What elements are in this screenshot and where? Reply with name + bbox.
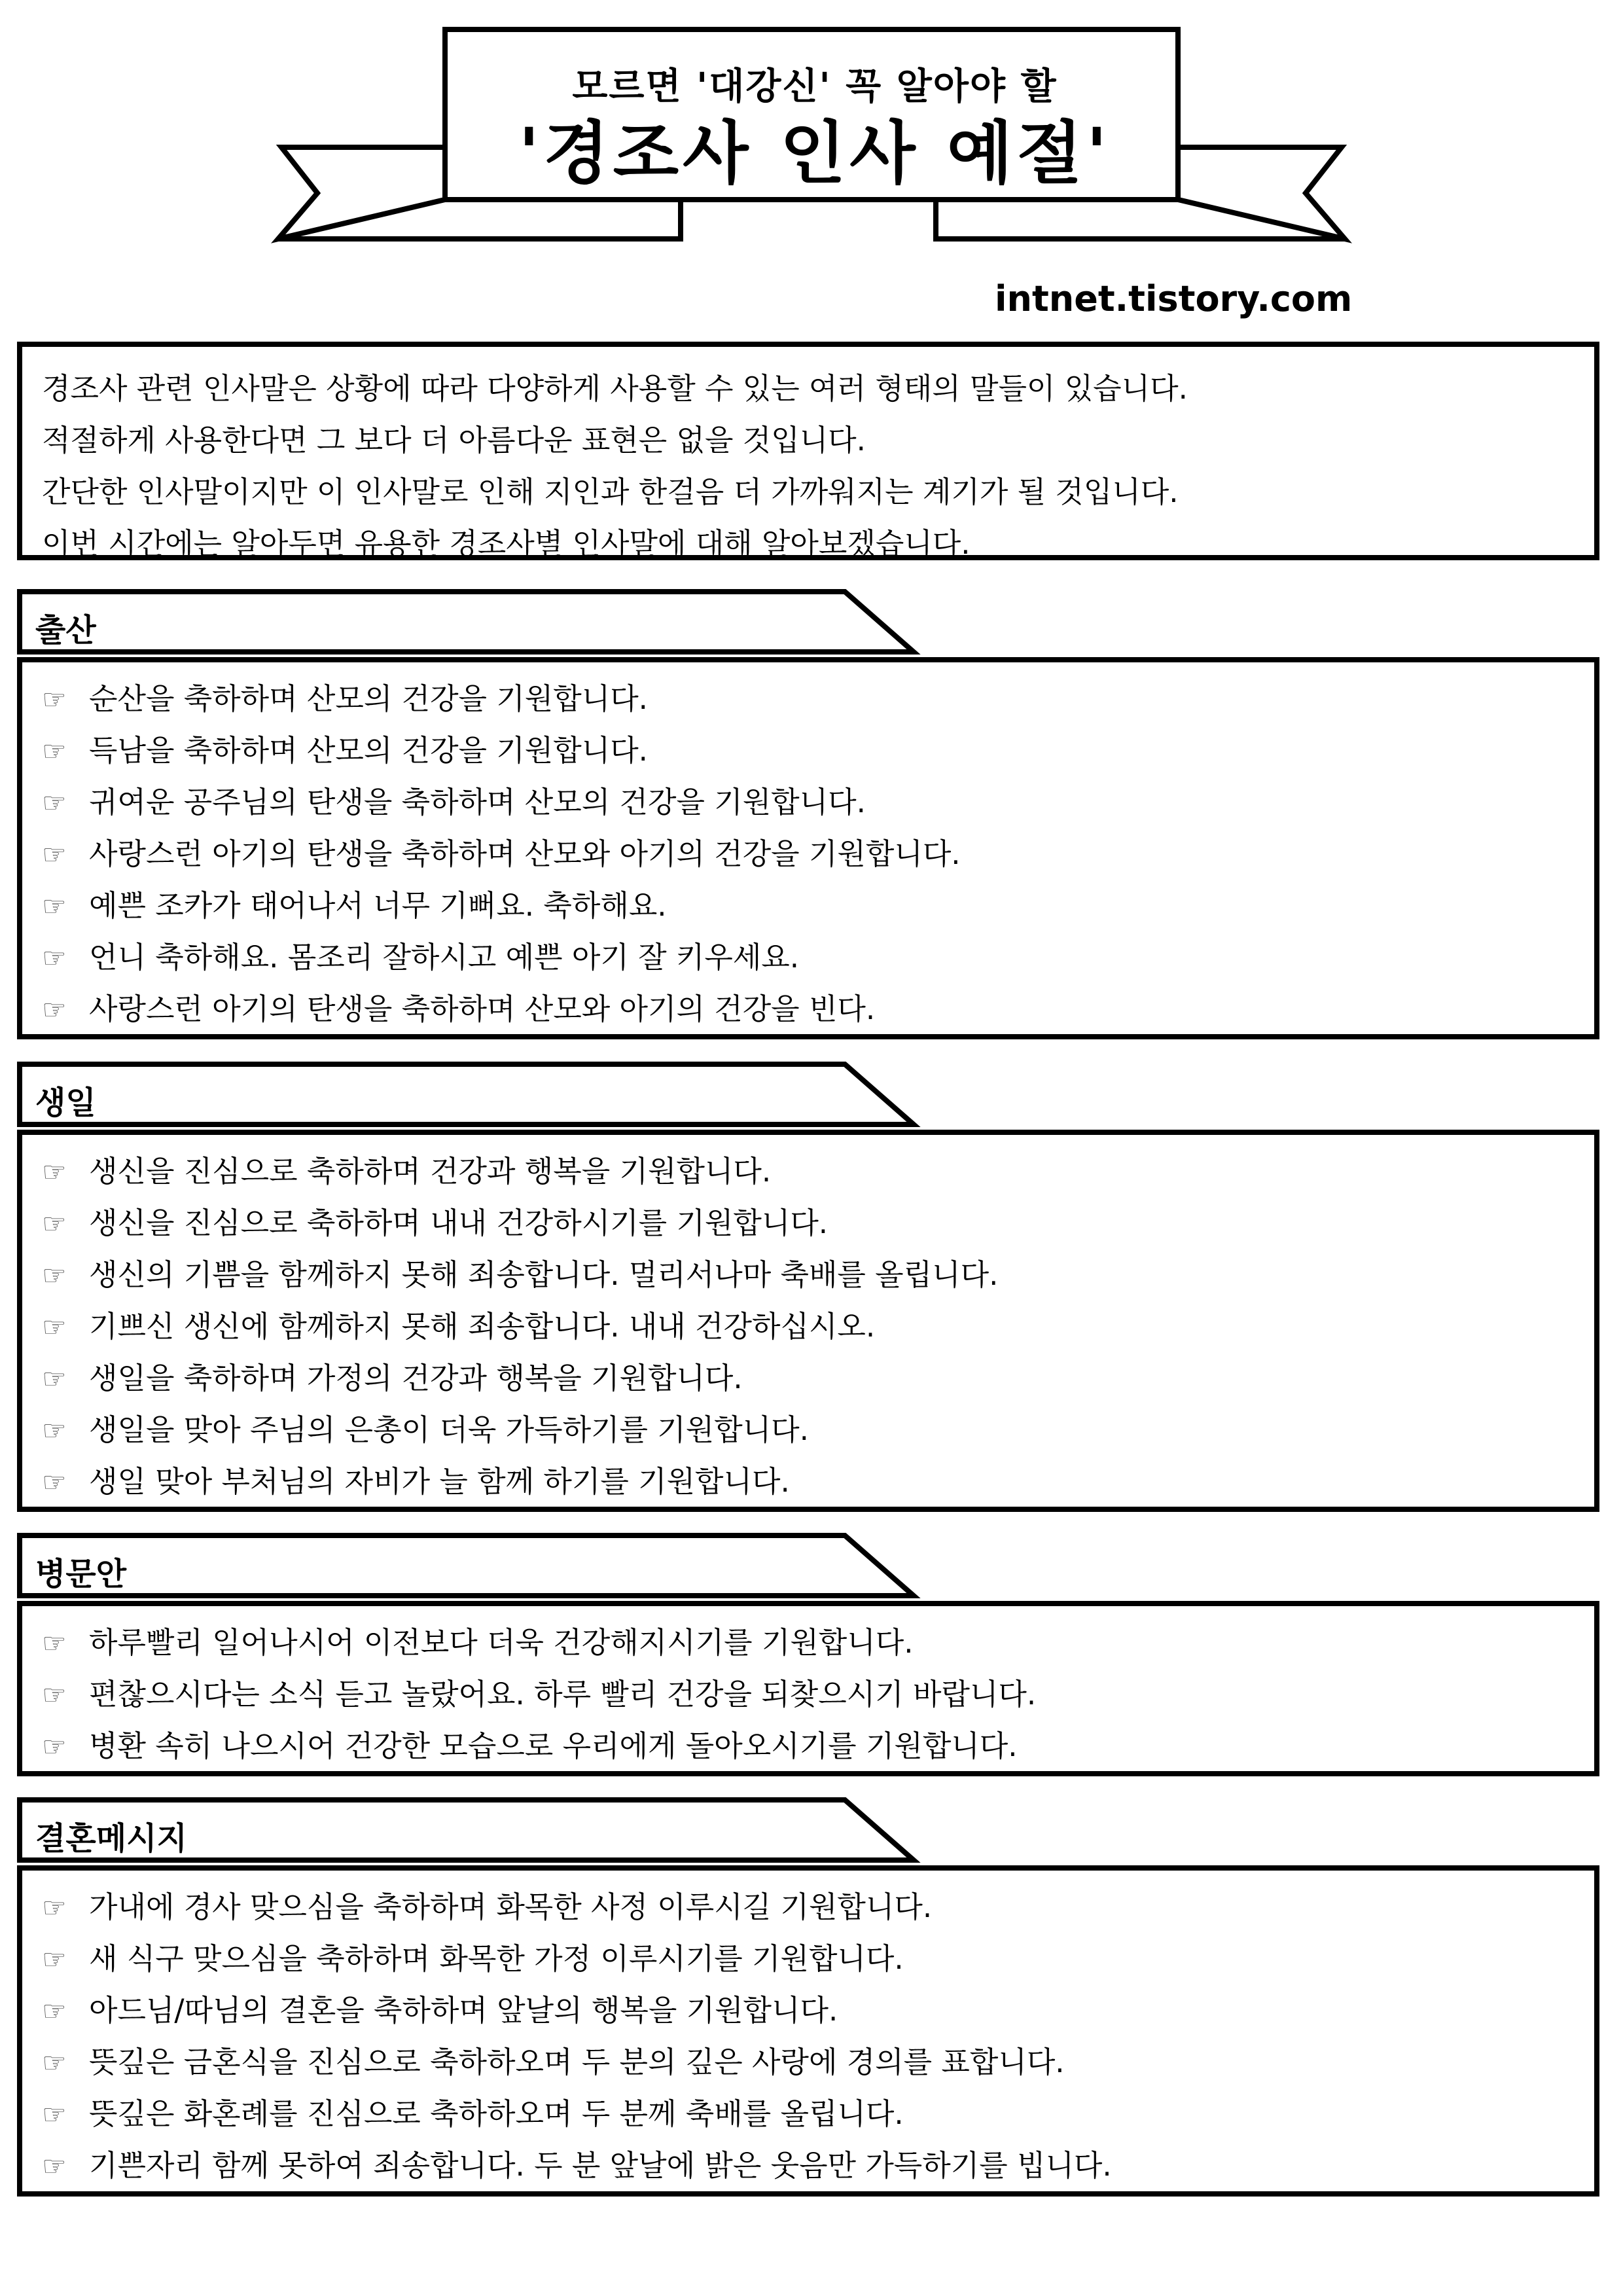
list-item-text: 하루빨리 일어나시어 이전보다 더욱 건강해지시기를 기원합니다. xyxy=(89,1625,914,1660)
section-box-wedding xyxy=(17,1865,1599,2197)
list-item-text: 언니 축하해요. 몸조리 잘하시고 예쁜 아기 잘 키우세요. xyxy=(89,940,800,975)
pointing-hand-icon: ☞ xyxy=(42,735,67,767)
section-box-birth xyxy=(17,657,1599,1039)
pointing-hand-icon: ☞ xyxy=(42,1414,67,1446)
section-tab-wedding xyxy=(17,1797,933,1869)
intro-line: 간단한 인사말이지만 이 인사말로 인해 지인과 한걸음 더 가까워지는 계기가 될 것입니다. xyxy=(42,475,1179,509)
list-item xyxy=(42,1145,1594,1197)
section-tab-hospital-visit xyxy=(17,1533,933,1605)
list-item xyxy=(42,1668,1594,1720)
list-item xyxy=(42,1197,1594,1249)
section-tab-shape xyxy=(17,1533,933,1605)
list-item xyxy=(42,1881,1594,1933)
list-item xyxy=(42,1352,1594,1404)
list-item xyxy=(42,1933,1594,1984)
pointing-hand-icon: ☞ xyxy=(42,683,67,715)
pointing-hand-icon: ☞ xyxy=(42,942,67,974)
list-item-text: 새 식구 맞으심을 축하하며 화목한 가정 이루시기를 기원합니다. xyxy=(89,1941,904,1976)
list-item-text: 뜻깊은 금혼식을 진심으로 축하하오며 두 분의 깊은 사랑에 경의를 표합니다. xyxy=(89,2045,1065,2079)
list-item xyxy=(42,1249,1594,1300)
pointing-hand-icon: ☞ xyxy=(42,2047,67,2079)
list-item xyxy=(42,1720,1594,1772)
list-item xyxy=(42,931,1594,983)
section-tab-birth xyxy=(17,589,933,661)
list-item-text: 득남을 축하하며 산모의 건강을 기원합니다. xyxy=(89,733,648,768)
site-url: intnet.tistory.com xyxy=(995,278,1353,319)
list-item xyxy=(42,673,1594,725)
list-item xyxy=(42,1984,1594,2036)
pointing-hand-icon: ☞ xyxy=(42,1311,67,1343)
list-item-text: 귀여운 공주님의 탄생을 축하하며 산모의 건강을 기원합니다. xyxy=(89,785,866,819)
pointing-hand-icon: ☞ xyxy=(42,838,67,870)
section-title: 출산 xyxy=(35,612,96,649)
list-item-text: 생신을 진심으로 축하하며 건강과 행복을 기원합니다. xyxy=(89,1154,772,1189)
list-item-text: 가내에 경사 맞으심을 축하하며 화목한 사정 이루시길 기원합니다. xyxy=(89,1890,933,1924)
banner-title: '경조사 인사 예절' xyxy=(518,113,1111,193)
list-item xyxy=(42,2088,1594,2140)
list-item xyxy=(42,1300,1594,1352)
list-item-text: 순산을 축하하며 산모의 건강을 기원합니다. xyxy=(89,681,648,716)
list-item-text: 기쁜자리 함께 못하여 죄송합니다. 두 분 앞날에 밝은 웃음만 가득하기를 빕니다. xyxy=(89,2148,1112,2183)
list-item xyxy=(42,776,1594,828)
section-title: 결혼메시지 xyxy=(35,1820,187,1857)
list-item-text: 아드님/따님의 결혼을 축하하며 앞날의 행복을 기원합니다. xyxy=(89,1993,838,2028)
list-item xyxy=(42,1456,1594,1507)
section-tab-shape xyxy=(17,1062,933,1134)
pointing-hand-icon: ☞ xyxy=(42,1156,67,1188)
list-item-text: 사랑스런 아기의 탄생을 축하하며 산모와 아기의 건강을 빈다. xyxy=(89,992,876,1026)
section-box-birthday xyxy=(17,1130,1599,1512)
list-item xyxy=(42,2140,1594,2191)
section-title: 병문안 xyxy=(35,1556,127,1592)
list-item-text: 병환 속히 나으시어 건강한 모습으로 우리에게 돌아오시기를 기원합니다. xyxy=(89,1729,1018,1763)
intro-line: 경조사 관련 인사말은 상황에 따라 다양하게 사용할 수 있는 여러 형태의 말들이 있습니다. xyxy=(42,371,1188,406)
section-tab-shape xyxy=(17,589,933,661)
pointing-hand-icon: ☞ xyxy=(42,1466,67,1498)
list-item xyxy=(42,2036,1594,2088)
list-item xyxy=(42,880,1594,931)
pointing-hand-icon: ☞ xyxy=(42,1259,67,1291)
section-title: 생일 xyxy=(35,1085,96,1121)
intro-line: 이번 시간에는 알아두면 유용한 경조사별 인사말에 대해 알아보겠습니다. xyxy=(42,526,971,561)
pointing-hand-icon: ☞ xyxy=(42,1995,67,2027)
list-item-text: 기쁘신 생신에 함께하지 못해 죄송합니다. 내내 건강하십시오. xyxy=(89,1309,876,1344)
pointing-hand-icon: ☞ xyxy=(42,1679,67,1711)
list-item-text: 생일 맞아 부처님의 자비가 늘 함께 하기를 기원합니다. xyxy=(89,1464,790,1499)
pointing-hand-icon: ☞ xyxy=(42,1943,67,1975)
pointing-hand-icon: ☞ xyxy=(42,994,67,1026)
list-item-text: 뜻깊은 화혼례를 진심으로 축하하오며 두 분께 축배를 올립니다. xyxy=(89,2096,904,2131)
list-item xyxy=(42,983,1594,1035)
list-item-text: 생신의 기쁨을 함께하지 못해 죄송합니다. 멀리서나마 축배를 올립니다. xyxy=(89,1257,999,1292)
pointing-hand-icon: ☞ xyxy=(42,2150,67,2182)
intro-line: 적절하게 사용한다면 그 보다 더 아름다운 표현은 없을 것입니다. xyxy=(42,423,866,457)
list-item-text: 생일을 축하하며 가정의 건강과 행복을 기원합니다. xyxy=(89,1361,743,1395)
section-tab-birthday xyxy=(17,1062,933,1134)
list-item-text: 예쁜 조카가 태어나서 너무 기뻐요. 축하해요. xyxy=(89,888,667,923)
list-item xyxy=(42,828,1594,880)
list-item xyxy=(42,725,1594,776)
list-item xyxy=(42,1404,1594,1456)
list-item-text: 생일을 맞아 주님의 은총이 더욱 가득하기를 기원합니다. xyxy=(89,1412,809,1447)
pointing-hand-icon: ☞ xyxy=(42,1627,67,1659)
banner-subtitle: 모르면 '대강신' 꼭 알아야 할 xyxy=(572,65,1058,108)
pointing-hand-icon: ☞ xyxy=(42,1731,67,1763)
list-item-text: 생신을 진심으로 축하하며 내내 건강하시기를 기원합니다. xyxy=(89,1206,829,1240)
pointing-hand-icon: ☞ xyxy=(42,1363,67,1395)
intro-box xyxy=(17,342,1599,560)
list-item xyxy=(42,1617,1594,1668)
pointing-hand-icon: ☞ xyxy=(42,2098,67,2130)
pointing-hand-icon: ☞ xyxy=(42,1208,67,1240)
pointing-hand-icon: ☞ xyxy=(42,787,67,819)
list-item-text: 편찮으시다는 소식 듣고 놀랐어요. 하루 빨리 건강을 되찾으시기 바랍니다. xyxy=(89,1677,1037,1712)
list-item-text: 사랑스런 아기의 탄생을 축하하며 산모와 아기의 건강을 기원합니다. xyxy=(89,836,961,871)
pointing-hand-icon: ☞ xyxy=(42,1892,67,1924)
section-box-hospital-visit xyxy=(17,1601,1599,1776)
pointing-hand-icon: ☞ xyxy=(42,890,67,922)
